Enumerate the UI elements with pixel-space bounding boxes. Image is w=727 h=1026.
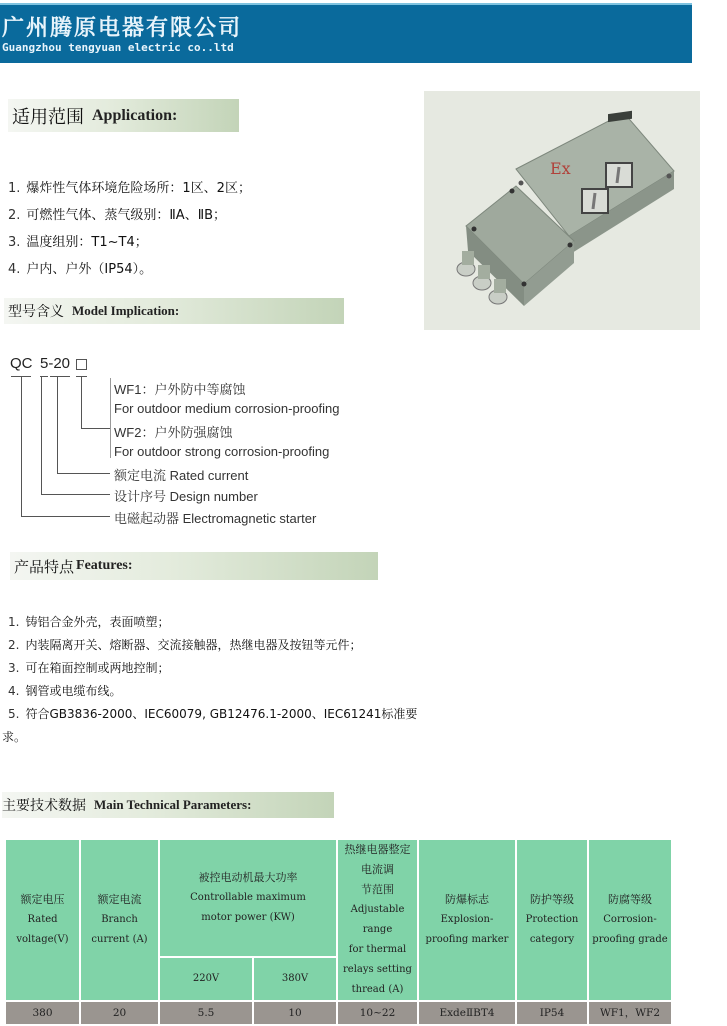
company-name-cn: 广州腾原电器有限公司: [2, 16, 243, 41]
cell-power-220: 5.5: [159, 1001, 253, 1025]
list-item: 4. 钢管或电缆布线。: [8, 684, 122, 698]
cell-voltage: 380: [5, 1001, 80, 1025]
list-item: 4. 户内、户外（IP54）。: [8, 262, 153, 277]
model-wf2-cn: WF2：户外防强腐蚀: [114, 425, 233, 440]
product-photo: [424, 91, 700, 330]
cell-thermal: 10~22: [337, 1001, 418, 1025]
model-code-series: QC: [10, 355, 33, 372]
features-heading: [10, 552, 378, 580]
list-item: 3. 温度组别：T1~T4；: [8, 235, 148, 250]
model-code-number: 5-20: [40, 355, 71, 372]
list-item: 求。: [2, 730, 27, 744]
cell-current: 20: [80, 1001, 159, 1025]
starter-enclosure-icon: [424, 91, 700, 330]
model-design-number: 设计序号 Design number: [114, 489, 258, 504]
application-title-cn: 适用范围: [12, 106, 84, 128]
list-item: 2. 内装隔离开关、熔断器、交流接触器，热继电器及按钮等元件；: [8, 638, 362, 652]
params-table: [4, 838, 673, 1026]
list-item: 5. 符合GB3836-2000、IEC60079, GB12476.1-2000、IEC61241标准要: [8, 707, 418, 721]
model-rated-current: 额定电流 Rated current: [114, 468, 249, 483]
params-title-en: Main Technical Parameters:: [94, 797, 252, 812]
model-diagram: [0, 345, 400, 530]
company-name-en: Guangzhou tengyuan electric co..ltd: [2, 41, 234, 54]
model-title-en: Model Implication:: [72, 303, 180, 318]
list-item: 1. 爆炸性气体环境危险场所：1区、2区；: [8, 181, 251, 196]
params-heading: [2, 792, 334, 818]
company-banner: [0, 3, 692, 63]
col-header-current: 额定电流 Branch current (A): [80, 839, 159, 1001]
col-header-explosion: 防爆标志 Explosion- proofing marker: [418, 839, 516, 1001]
svg-text:Ex: Ex: [550, 159, 571, 178]
cell-protection: IP54: [516, 1001, 588, 1025]
col-subheader-380v: 380V: [253, 957, 337, 1001]
col-header-protection: 防护等级 Protection category: [516, 839, 588, 1001]
col-header-voltage: 额定电压 Rated voltage(V): [5, 839, 80, 1001]
list-item: 1. 铸铝合金外壳，表面喷塑；: [8, 615, 170, 629]
model-starter: 电磁起动器 Electromagnetic starter: [114, 511, 317, 526]
model-wf2-en: For outdoor strong corrosion-proofing: [114, 444, 330, 459]
features-list: [2, 613, 418, 751]
application-list: [8, 177, 251, 285]
application-heading: [8, 99, 239, 132]
cell-explosion: ExdeⅡBT4: [418, 1001, 516, 1025]
list-item: 3. 可在箱面控制或两地控制；: [8, 661, 170, 675]
application-title-en: Application:: [92, 106, 178, 124]
model-wf1-cn: WF1：户外防中等腐蚀: [114, 382, 246, 397]
features-title-cn: 产品特点: [14, 557, 75, 576]
col-header-corrosion: 防腐等级 Corrosion- proofing grade: [588, 839, 672, 1001]
model-heading: [4, 298, 344, 324]
cell-corrosion: WF1，WF2: [588, 1001, 672, 1025]
features-title-en: Features:: [76, 558, 133, 573]
col-subheader-220v: 220V: [159, 957, 253, 1001]
model-title-cn: 型号含义: [8, 304, 64, 320]
list-item: 2. 可燃性气体、蒸气级别：ⅡA、ⅡB；: [8, 208, 227, 223]
col-header-power: 被控电动机最大功率 Controllable maximum motor power (KW): [159, 839, 337, 957]
model-code-suffix-box: [76, 359, 87, 370]
col-header-thermal: 热继电器整定电流调 节范围 Adjustable range for thermal relays setting thread (A): [337, 839, 418, 1001]
model-wf1-en: For outdoor medium corrosion-proofing: [114, 401, 340, 416]
params-title-cn: 主要技术数据: [2, 798, 86, 814]
cell-power-380: 10: [253, 1001, 337, 1025]
table-row: [5, 1001, 672, 1025]
